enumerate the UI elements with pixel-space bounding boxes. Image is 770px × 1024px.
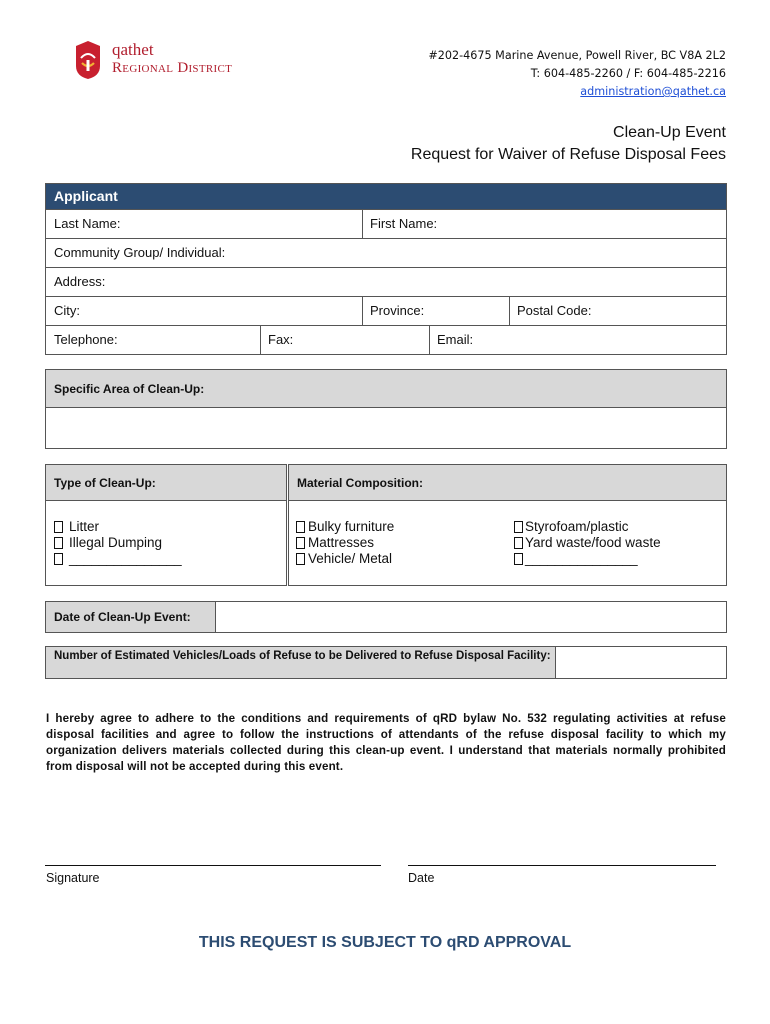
email-field[interactable]: Email: <box>437 332 474 347</box>
first-name-field[interactable]: First Name: <box>370 216 438 231</box>
qathet-emblem-icon <box>72 40 104 80</box>
city-field[interactable]: City: <box>54 303 80 318</box>
vehicles-label: Number of Estimated Vehicles/Loads of Refuse to be Delivered to Refuse Disposal Facility: <box>46 647 556 678</box>
date-of-event-row <box>45 601 727 633</box>
option-illegal-dumping[interactable]: Illegal Dumping <box>54 535 182 551</box>
fax-field[interactable]: Fax: <box>268 332 294 347</box>
checkbox-icon[interactable] <box>54 521 63 533</box>
postal-code-field[interactable]: Postal Code: <box>517 303 592 318</box>
contact-phone-fax: T: 604-485-2260 / F: 604-485-2216 <box>530 67 726 80</box>
material-options-col1 <box>296 519 394 567</box>
checkbox-icon[interactable] <box>54 537 63 549</box>
contact-address: #202-4675 Marine Avenue, Powell River, BC V8A 2L2 <box>428 49 726 62</box>
row-city <box>46 296 726 325</box>
row-community <box>46 238 726 267</box>
material-composition-label: Material Composition: <box>289 465 726 501</box>
material-options-col2 <box>514 519 661 567</box>
telephone-field[interactable]: Telephone: <box>54 332 118 347</box>
option-other-material[interactable]: _______________ <box>514 551 661 567</box>
org-name-line1: qathet <box>112 40 154 59</box>
community-group-field[interactable]: Community Group/ Individual: <box>54 245 226 260</box>
type-of-cleanup-box <box>45 464 287 586</box>
checkbox-icon[interactable] <box>296 553 305 565</box>
row-name <box>46 209 726 238</box>
title-line1: Clean-Up Event <box>613 124 726 141</box>
org-logo <box>72 40 272 86</box>
checkbox-icon[interactable] <box>514 553 523 565</box>
document-title <box>411 122 726 166</box>
date-line[interactable] <box>408 865 716 866</box>
agreement-text: I hereby agree to adhere to the conditions and requirements of qRD bylaw No. 532 regulating activities at refuse disposal facilities and agree to follow the instructions of attendants of the refuse disposal facility to which my organization delivers materials collected during this clean-up event. I understand that materials normally prohibited from disposal will not be accepted during this event. <box>46 712 726 773</box>
address-field[interactable]: Address: <box>54 274 106 289</box>
last-name-field[interactable]: Last Name: <box>54 216 121 231</box>
org-name-line2: Regional District <box>112 60 233 76</box>
signature-line[interactable] <box>45 865 381 866</box>
approval-note: THIS REQUEST IS SUBJECT TO qRD APPROVAL <box>198 934 572 951</box>
checkbox-icon[interactable] <box>54 553 63 565</box>
applicant-heading: Applicant <box>46 184 726 209</box>
option-styrofoam[interactable]: Styrofoam/plastic <box>514 519 661 535</box>
contact-block <box>428 47 726 101</box>
option-yard-waste[interactable]: Yard waste/food waste <box>514 535 661 551</box>
option-other[interactable]: _______________ <box>54 551 182 567</box>
row-contact <box>46 325 726 354</box>
date-of-event-input[interactable] <box>217 602 726 632</box>
option-mattresses[interactable]: Mattresses <box>296 535 394 551</box>
specific-area-box <box>45 369 727 449</box>
checkbox-icon[interactable] <box>296 521 305 533</box>
province-field[interactable]: Province: <box>370 303 425 318</box>
title-line2: Request for Waiver of Refuse Disposal Fees <box>410 146 726 163</box>
type-options <box>54 519 182 567</box>
signature-label: Signature <box>46 871 100 885</box>
applicant-table <box>45 183 727 355</box>
date-of-event-label: Date of Clean-Up Event: <box>46 602 216 632</box>
checkbox-icon[interactable] <box>514 521 523 533</box>
option-vehicle-metal[interactable]: Vehicle/ Metal <box>296 551 394 567</box>
option-litter[interactable]: Litter <box>54 519 182 535</box>
specific-area-label: Specific Area of Clean-Up: <box>46 370 726 408</box>
vehicles-row <box>45 646 727 679</box>
row-address <box>46 267 726 296</box>
date-label: Date <box>408 871 435 885</box>
vehicles-input[interactable] <box>557 647 726 678</box>
specific-area-input[interactable] <box>46 408 726 447</box>
checkbox-icon[interactable] <box>296 537 305 549</box>
material-composition-box <box>288 464 727 586</box>
contact-email-link[interactable]: administration@qathet.ca <box>580 85 726 98</box>
option-bulky-furniture[interactable]: Bulky furniture <box>296 519 394 535</box>
checkbox-icon[interactable] <box>514 537 523 549</box>
type-of-cleanup-label: Type of Clean-Up: <box>46 465 286 501</box>
